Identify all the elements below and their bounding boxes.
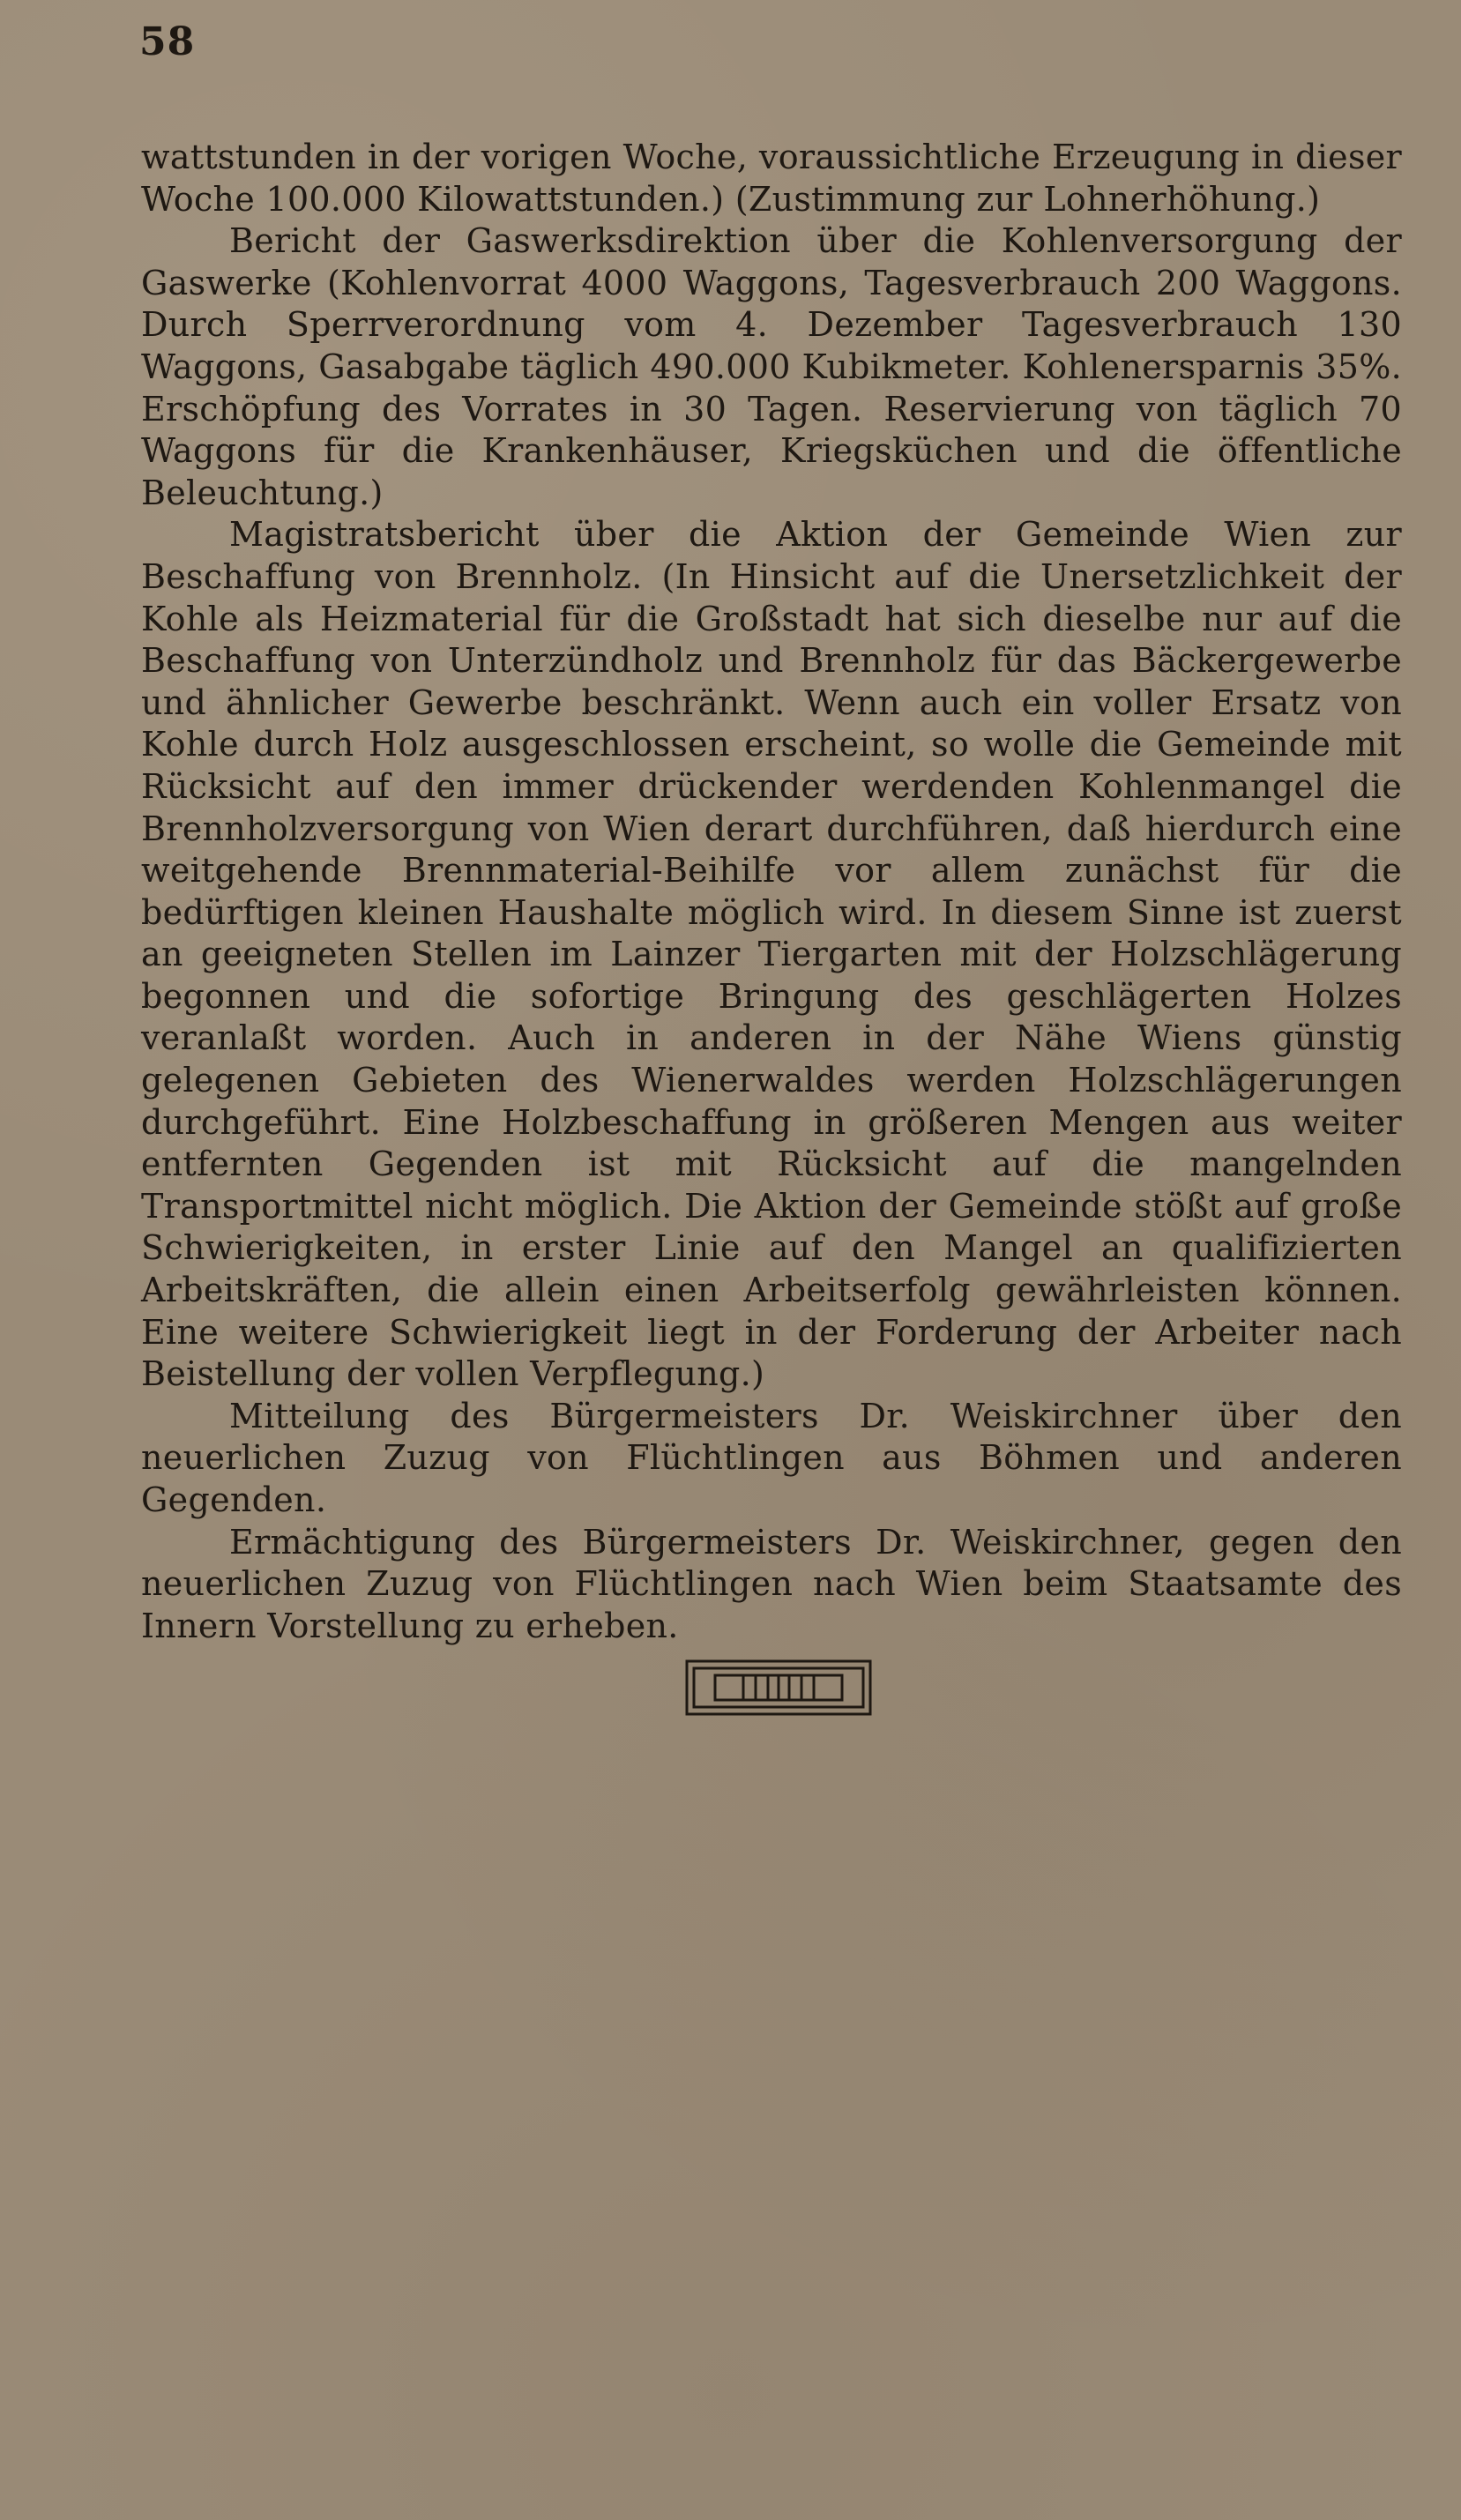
end-ornament-icon — [685, 1658, 872, 1718]
paragraph-ermaechtigung: Ermächtigung des Bürgermeisters Dr. Weiskirchner, gegen den neuerlichen Zuzug von Flüchtlingen nach Wien beim Staatsamte des Innern Vorstellung zu erheben. — [141, 1522, 1402, 1645]
page-number: 58 — [139, 19, 196, 64]
paragraph-brennholz-report: Magistratsbericht über die Aktion der Gemeinde Wien zur Beschaffung von Brennholz. (In Hinsicht auf die Unersetzlichkeit der Kohle als Heizmaterial für die Großstadt hat sich dieselbe nur auf die Beschaffung von Unterzündholz und Brennholz für das Bäckergewerbe und ähnlicher Gewerbe beschränkt. Wenn auch ein voller Ersatz von Kohle durch Holz ausgeschlossen erscheint, so wolle die Gemeinde mit Rücksicht auf den immer drückender werdenden Kohlenmangel die Brennholzversorgung von Wien derart durchführen, daß hierdurch eine weitgehende Brennmaterial-Beihilfe vor allem zunächst für die bedürftigen kleinen Haushalte möglich wird. In diesem Sinne ist zuerst an geeigneten Stellen im Lainzer Tiergarten mit der Holzschlägerung begonnen und die sofortige Bringung des geschlägerten Holzes veranlaßt worden. Auch in anderen in der Nähe Wiens günstig gelegenen Gebieten des Wienerwaldes werden Holzschlägerungen durchgeführt. Eine Holzbeschaffung in größeren Mengen aus weiter entfernten Gegenden ist mit Rücksicht auf die mangelnden Transportmittel nicht möglich. Die Aktion der Gemeinde stößt auf große Schwierigkeiten, in erster Linie auf den Mangel an qualifizierten Arbeitskräften, die allein einen Arbeitserfolg gewährleisten können. Eine weitere Schwierigkeit liegt in der Forderung der Arbeiter nach Beistellung der vollen Verpflegung.) — [141, 515, 1402, 1394]
paragraph-continuation: wattstunden in der vorigen Woche, voraussichtliche Erzeugung in dieser Woche 100.000 Kilowattstunden.) (Zustimmung zur Lohnerhöhung.) — [141, 138, 1402, 219]
body-text — [141, 137, 1402, 1647]
paragraph-mitteilung: Mitteilung des Bürgermeisters Dr. Weiskirchner über den neuerlichen Zuzug von Flüchtlingen aus Böhmen und anderen Gegenden. — [141, 1396, 1402, 1519]
paragraph-gaswerk-report: Bericht der Gaswerksdirektion über die Kohlenversorgung der Gaswerke (Kohlenvorrat 4000 Waggons, Tagesverbrauch 200 Waggons. Durch Sperrverordnung vom 4. Dezember Tagesverbrauch 130 Waggons, Gasabgabe täglich 490.000 Kubikmeter. Kohlenersparnis 35%. Erschöpfung des Vorrates in 30 Tagen. Reservierung von täglich 70 Waggons für die Krankenhäuser, Kriegsküchen und die öffentliche Beleuchtung.) — [141, 221, 1402, 512]
